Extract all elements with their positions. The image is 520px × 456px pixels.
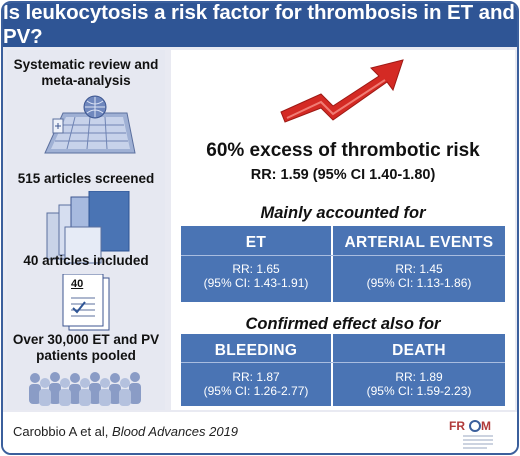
step-review-line1: Systematic review and — [13, 57, 159, 72]
result-rr-arterial: RR: 1.45 — [395, 262, 443, 276]
step-pooled-line2: patients pooled — [36, 348, 136, 363]
patients-crowd-icon — [25, 368, 149, 408]
citation-journal: Blood Advances 2019 — [112, 424, 239, 439]
citation — [13, 424, 238, 439]
step-screened-text: 515 articles screened — [17, 171, 155, 186]
section-confirmed-title: Confirmed effect also for — [245, 315, 441, 333]
infographic — [1, 1, 519, 455]
result-title-death: DEATH — [392, 342, 446, 359]
result-box-bleeding — [181, 334, 331, 406]
left-panel — [7, 50, 165, 410]
fro-logo — [447, 414, 499, 452]
svg-text:M: M — [481, 419, 491, 433]
result-title-et: ET — [245, 234, 267, 251]
citation-authors: Carobbio A et al, — [13, 424, 109, 439]
result-box-arterial — [333, 226, 505, 302]
document-number: 40 — [71, 278, 84, 290]
result-ci-bleeding: (95% CI: 1.26-2.77) — [203, 384, 309, 398]
step-review-text — [7, 57, 165, 89]
step-included-text: 40 articles included — [23, 253, 149, 268]
step-pooled-line1: Over 30,000 ET and PV — [12, 332, 160, 347]
result-ci-death: (95% CI: 1.59-2.23) — [366, 384, 472, 398]
result-ci-arterial: (95% CI: 1.13-1.86) — [366, 276, 472, 290]
box-divider — [181, 362, 505, 363]
result-ci-et: (95% CI: 1.43-1.91) — [203, 276, 309, 290]
step-review-line2: meta-analysis — [41, 73, 131, 88]
result-rr-et: RR: 1.65 — [232, 262, 280, 276]
right-panel — [171, 50, 515, 410]
result-rr-bleeding: RR: 1.87 — [232, 370, 280, 384]
result-rr-death: RR: 1.89 — [395, 370, 443, 384]
overall-rr: RR: 1.59 (95% CI 1.40-1.80) — [250, 167, 436, 183]
result-box-et — [181, 226, 331, 302]
svg-text:FR: FR — [449, 419, 465, 433]
rising-arrow-icon — [275, 54, 415, 128]
globe-computer-icon — [35, 95, 139, 159]
step-pooled-text — [7, 332, 165, 364]
document-checklist-icon — [59, 274, 115, 332]
result-title-bleeding: BLEEDING — [214, 342, 298, 359]
header-title: Is leukocytosis a risk factor for thrombosis in ET and PV? — [3, 3, 517, 47]
result-title-arterial: ARTERIAL EVENTS — [344, 234, 494, 251]
section-mainly-title: Mainly accounted for — [260, 204, 426, 222]
result-box-death — [333, 334, 505, 406]
box-divider — [181, 255, 505, 256]
excess-risk-headline: 60% excess of thrombotic risk — [206, 140, 480, 161]
footer — [3, 412, 517, 455]
